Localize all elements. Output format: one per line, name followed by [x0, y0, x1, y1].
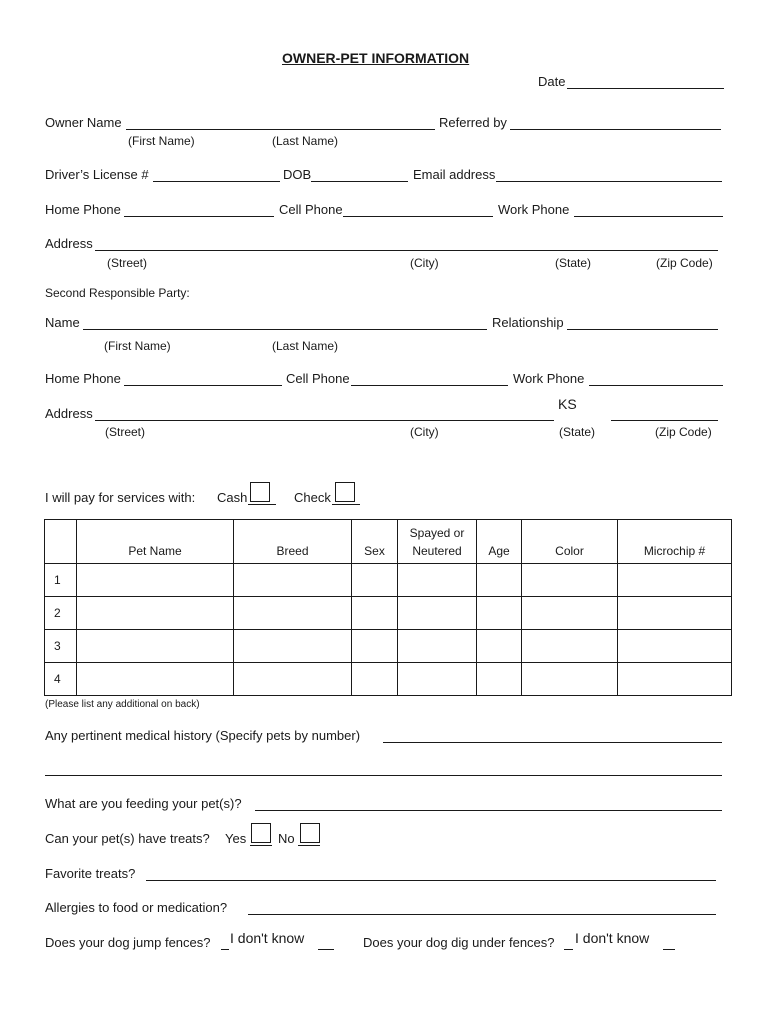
work-phone-label: Work Phone — [498, 202, 570, 217]
age-cell[interactable] — [477, 564, 522, 597]
color-cell[interactable] — [522, 564, 618, 597]
pet-name-cell[interactable] — [77, 663, 234, 696]
dig-fences-underline-b — [663, 949, 675, 950]
cell-phone-label: Cell Phone — [279, 202, 343, 217]
microchip-cell[interactable] — [618, 597, 732, 630]
breed-cell[interactable] — [234, 630, 352, 663]
relationship-label: Relationship — [492, 315, 564, 330]
treats-yes-underline — [250, 845, 272, 846]
dig-fences-label: Does your dog dig under fences? — [363, 935, 555, 950]
cash-underline — [248, 504, 276, 505]
medical-history-field[interactable] — [383, 742, 722, 743]
sex-cell[interactable] — [352, 663, 398, 696]
microchip-header: Microchip # — [618, 520, 732, 564]
address-label: Address — [45, 236, 93, 251]
license-field[interactable] — [153, 181, 280, 182]
jump-fences-label: Does your dog jump fences? — [45, 935, 211, 950]
microchip-cell[interactable] — [618, 663, 732, 696]
breed-header: Breed — [234, 520, 352, 564]
second-city-caption: (City) — [410, 425, 439, 439]
treats-no-label: No — [278, 831, 295, 846]
home-phone-label: Home Phone — [45, 202, 121, 217]
treats-label: Can your pet(s) have treats? — [45, 831, 210, 846]
second-first-name-caption: (First Name) — [104, 339, 171, 353]
second-work-phone-label: Work Phone — [513, 371, 585, 386]
page-title: OWNER-PET INFORMATION — [282, 50, 470, 66]
feeding-label: What are you feeding your pet(s)? — [45, 796, 242, 811]
color-cell[interactable] — [522, 630, 618, 663]
email-field[interactable] — [496, 181, 722, 182]
row-number: 2 — [45, 597, 77, 630]
last-name-caption: (Last Name) — [272, 134, 339, 148]
medical-history-field-2[interactable] — [45, 775, 722, 776]
second-home-phone-field[interactable] — [124, 385, 282, 386]
age-cell[interactable] — [477, 663, 522, 696]
spayed-header-line1: Spayed or — [409, 526, 465, 540]
cash-checkbox[interactable] — [250, 482, 270, 502]
state-value: KS — [558, 396, 577, 412]
state-caption: (State) — [555, 256, 592, 270]
home-phone-field[interactable] — [124, 216, 274, 217]
referred-by-label: Referred by — [439, 115, 507, 130]
spayed-header-line2: Neutered — [412, 544, 462, 558]
treats-yes-checkbox[interactable] — [251, 823, 271, 843]
breed-cell[interactable] — [234, 564, 352, 597]
pet-name-cell[interactable] — [77, 630, 234, 663]
check-label: Check — [294, 490, 331, 505]
first-name-caption: (First Name) — [128, 134, 195, 148]
second-cell-phone-field[interactable] — [351, 385, 508, 386]
favorite-treats-field[interactable] — [146, 880, 716, 881]
spayed-cell[interactable] — [398, 564, 477, 597]
pet-name-header: Pet Name — [77, 520, 234, 564]
color-header: Color — [522, 520, 618, 564]
row-number: 1 — [45, 564, 77, 597]
spayed-header — [398, 520, 477, 564]
cell-phone-field[interactable] — [343, 216, 493, 217]
num-header — [45, 520, 77, 564]
date-field[interactable] — [567, 88, 724, 89]
zip-caption: (Zip Code) — [656, 256, 713, 270]
jump-fences-underline-a — [221, 949, 229, 950]
email-label: Email address — [413, 167, 496, 182]
second-street-caption: (Street) — [105, 425, 146, 439]
second-zip-caption: (Zip Code) — [655, 425, 712, 439]
second-address-field[interactable] — [95, 420, 554, 421]
breed-cell[interactable] — [234, 663, 352, 696]
city-caption: (City) — [410, 256, 439, 270]
second-cell-phone-label: Cell Phone — [286, 371, 350, 386]
sex-header: Sex — [352, 520, 398, 564]
row-number: 3 — [45, 630, 77, 663]
spayed-cell[interactable] — [398, 597, 477, 630]
table-row — [45, 630, 732, 663]
color-cell[interactable] — [522, 663, 618, 696]
second-name-label: Name — [45, 315, 80, 330]
treats-yes-label: Yes — [225, 831, 247, 846]
pet-name-cell[interactable] — [77, 597, 234, 630]
address-field[interactable] — [95, 250, 718, 251]
second-name-field[interactable] — [83, 329, 487, 330]
dob-label: DOB — [283, 167, 312, 182]
sex-cell[interactable] — [352, 630, 398, 663]
pet-name-cell[interactable] — [77, 564, 234, 597]
age-cell[interactable] — [477, 630, 522, 663]
table-note: (Please list any additional on back) — [45, 699, 200, 710]
feeding-field[interactable] — [255, 810, 722, 811]
relationship-field[interactable] — [567, 329, 718, 330]
check-checkbox[interactable] — [335, 482, 355, 502]
jump-fences-answer[interactable]: I don't know — [230, 930, 305, 946]
microchip-cell[interactable] — [618, 564, 732, 597]
pet-table — [44, 519, 732, 696]
dig-fences-answer[interactable]: I don't know — [575, 930, 650, 946]
second-state-caption: (State) — [559, 425, 596, 439]
microchip-cell[interactable] — [618, 630, 732, 663]
second-work-phone-field[interactable] — [589, 385, 723, 386]
table-row — [45, 564, 732, 597]
second-zip-field[interactable] — [611, 420, 718, 421]
referred-by-field[interactable] — [510, 129, 721, 130]
breed-cell[interactable] — [234, 597, 352, 630]
sex-cell[interactable] — [352, 564, 398, 597]
spayed-cell[interactable] — [398, 630, 477, 663]
treats-no-underline — [298, 845, 320, 846]
cash-label: Cash — [217, 490, 248, 505]
medical-history-label: Any pertinent medical history (Specify pets by number) — [45, 728, 361, 743]
second-party-heading: Second Responsible Party: — [45, 286, 190, 300]
allergies-label: Allergies to food or medication? — [45, 900, 228, 915]
check-underline — [332, 504, 360, 505]
age-header: Age — [477, 520, 522, 564]
favorite-treats-label: Favorite treats? — [45, 866, 136, 881]
treats-no-checkbox[interactable] — [300, 823, 320, 843]
pet-table-header — [45, 520, 732, 564]
dig-fences-underline-a — [564, 949, 573, 950]
table-row — [45, 597, 732, 630]
second-last-name-caption: (Last Name) — [272, 339, 339, 353]
sex-cell[interactable] — [352, 597, 398, 630]
license-label: Driver’s License # — [45, 167, 149, 182]
spayed-cell[interactable] — [398, 663, 477, 696]
row-number: 4 — [45, 663, 77, 696]
age-cell[interactable] — [477, 597, 522, 630]
date-label: Date — [538, 74, 566, 89]
table-row — [45, 663, 732, 696]
allergies-field[interactable] — [248, 914, 716, 915]
street-caption: (Street) — [107, 256, 148, 270]
work-phone-field[interactable] — [574, 216, 723, 217]
second-address-label: Address — [45, 406, 93, 421]
second-home-phone-label: Home Phone — [45, 371, 121, 386]
owner-name-label: Owner Name — [45, 115, 122, 130]
dob-field[interactable] — [311, 181, 408, 182]
pay-label: I will pay for services with: — [45, 490, 196, 505]
color-cell[interactable] — [522, 597, 618, 630]
jump-fences-underline-b — [318, 949, 334, 950]
owner-name-field[interactable] — [126, 129, 435, 130]
